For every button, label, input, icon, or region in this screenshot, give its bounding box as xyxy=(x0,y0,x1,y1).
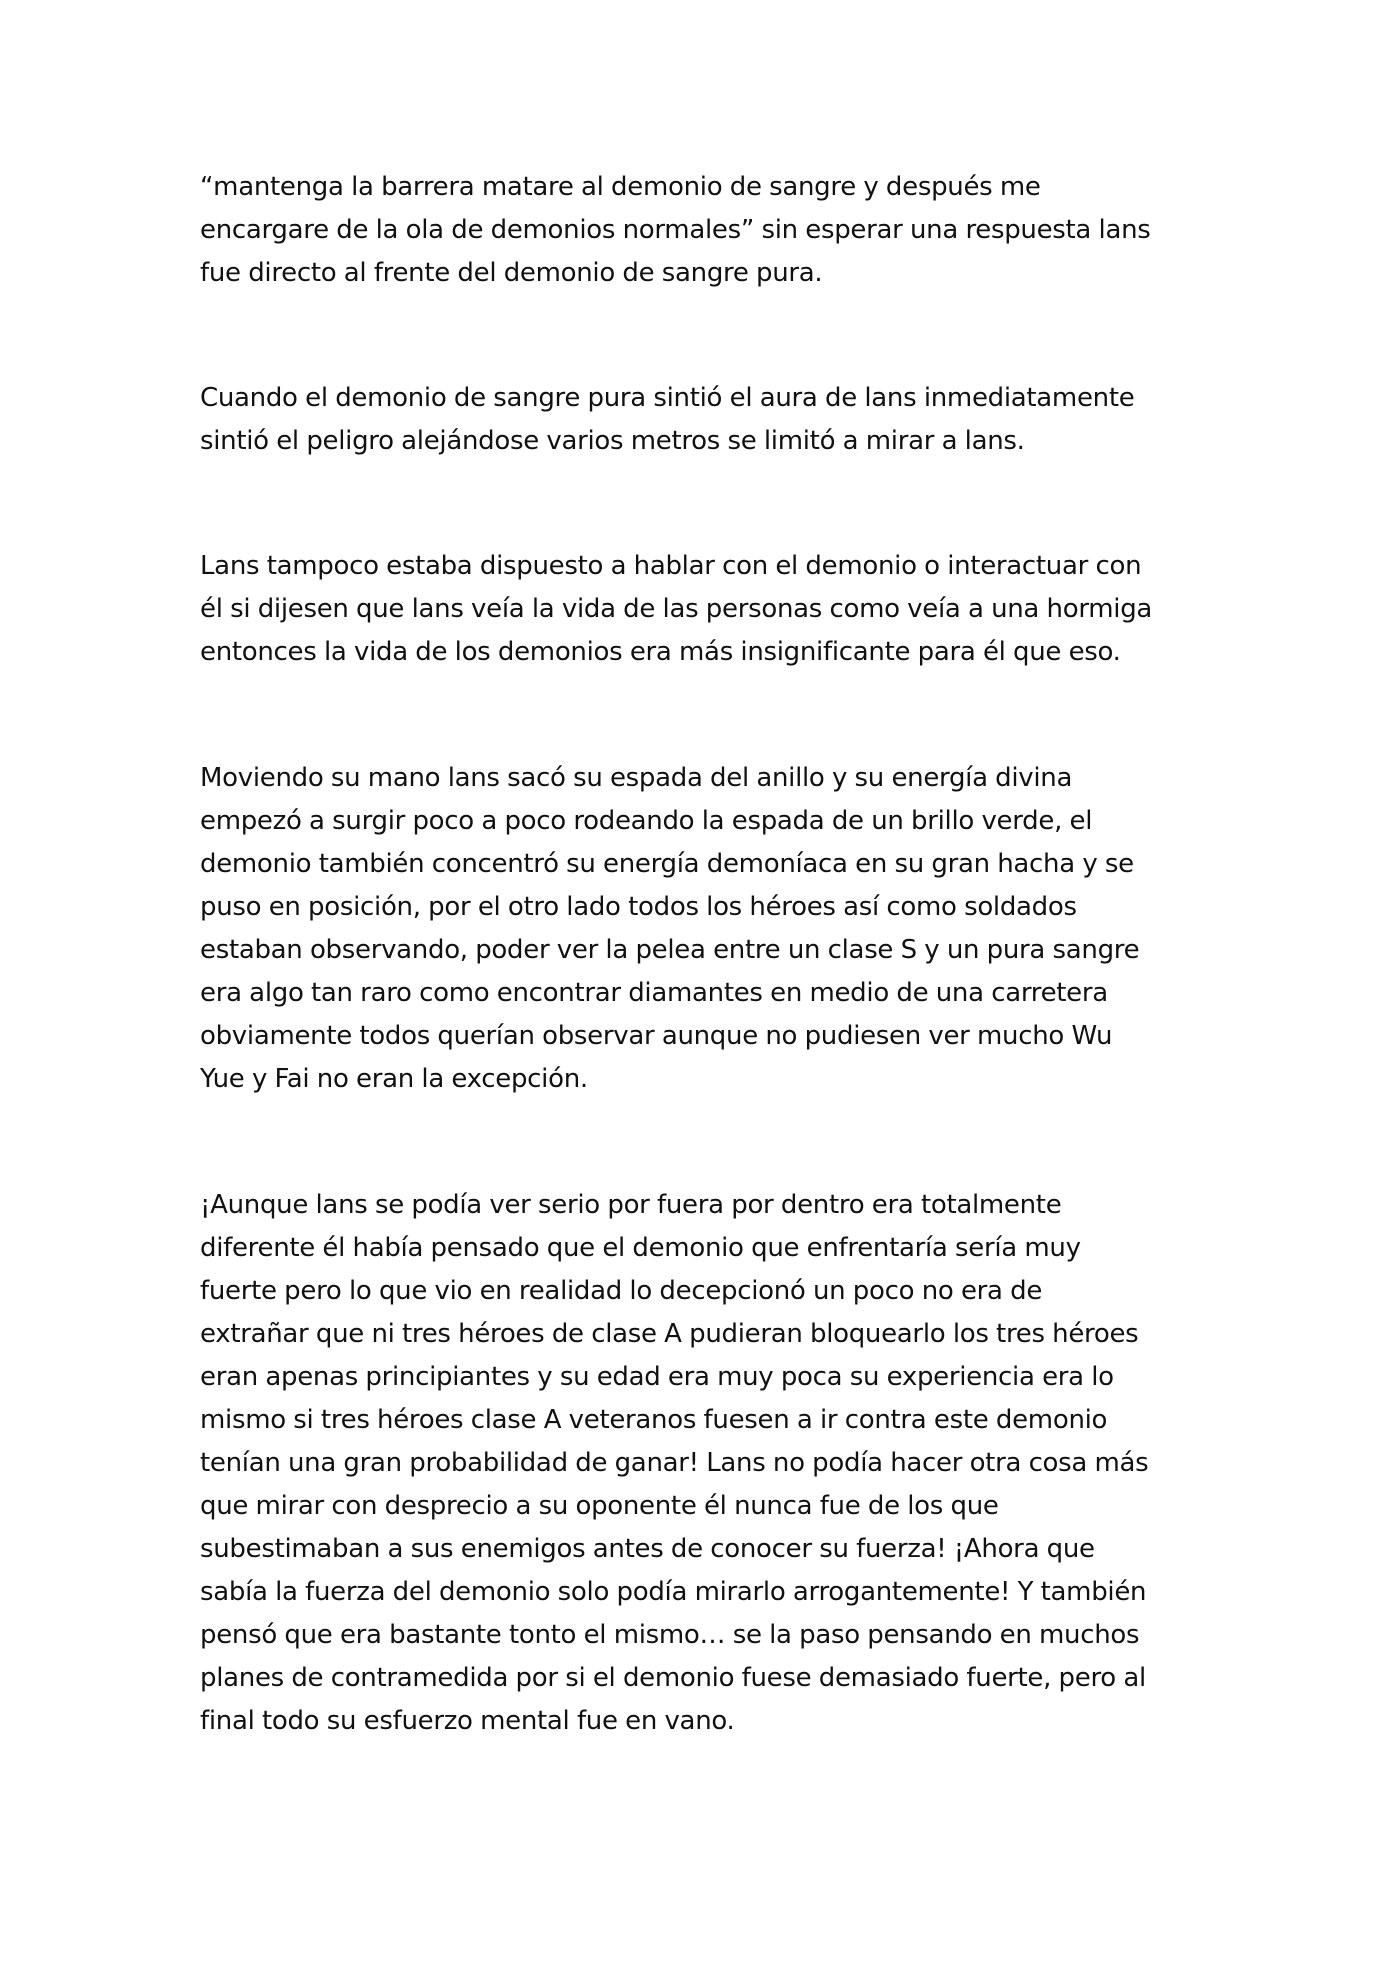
text-line: fue directo al frente del demonio de sangre pura. xyxy=(200,258,823,288)
text-line: eran apenas principiantes y su edad era muy poca su experiencia era lo xyxy=(200,1362,1114,1392)
text-line: empezó a surgir poco a poco rodeando la espada de un brillo verde, el xyxy=(200,806,1093,836)
paragraph-4 xyxy=(200,757,1210,1101)
text-line: tenían una gran probabilidad de ganar! Lans no podía hacer otra cosa más xyxy=(200,1448,1149,1478)
text-line: obviamente todos querían observar aunque no pudiesen ver mucho Wu xyxy=(200,1021,1113,1051)
text-line: ¡Aunque lans se podía ver serio por fuera por dentro era totalmente xyxy=(200,1190,1062,1220)
text-line: sabía la fuerza del demonio solo podía mirarlo arrogantemente! Y también xyxy=(200,1577,1147,1607)
text-line: demonio también concentró su energía demoníaca en su gran hacha y se xyxy=(200,849,1134,879)
text-line: final todo su esfuerzo mental fue en vano. xyxy=(200,1706,735,1736)
text-line: Moviendo su mano lans sacó su espada del anillo y su energía divina xyxy=(200,763,1073,793)
text-line: era algo tan raro como encontrar diamantes en medio de una carretera xyxy=(200,978,1108,1008)
text-line: Cuando el demonio de sangre pura sintió el aura de lans inmediatamente xyxy=(200,383,1135,413)
text-line: Lans tampoco estaba dispuesto a hablar con el demonio o interactuar con xyxy=(200,551,1142,581)
paragraph-2 xyxy=(200,377,1210,463)
text-line: subestimaban a sus enemigos antes de conocer su fuerza! ¡Ahora que xyxy=(200,1534,1095,1564)
text-line: él si dijesen que lans veía la vida de las personas como veía a una hormiga xyxy=(200,594,1153,624)
text-line: estaban observando, poder ver la pelea entre un clase S y un pura sangre xyxy=(200,935,1140,965)
text-line: sintió el peligro alejándose varios metros se limitó a mirar a lans. xyxy=(200,426,1025,456)
text-line: extrañar que ni tres héroes de clase A pudieran bloquearlo los tres héroes xyxy=(200,1319,1139,1349)
paragraph-5 xyxy=(200,1184,1210,1743)
text-line: Yue y Fai no eran la excepción. xyxy=(200,1064,588,1094)
text-line: planes de contramedida por si el demonio fuese demasiado fuerte, pero al xyxy=(200,1663,1146,1693)
text-line: “mantenga la barrera matare al demonio de sangre y después me xyxy=(200,172,1041,202)
text-line: diferente él había pensado que el demonio que enfrentaría sería muy xyxy=(200,1233,1081,1263)
paragraph-3 xyxy=(200,545,1210,674)
text-line: encargare de la ola de demonios normales” sin esperar una respuesta lans xyxy=(200,215,1151,245)
paragraph-1 xyxy=(200,166,1210,295)
text-line: fuerte pero lo que vio en realidad lo decepcionó un poco no era de xyxy=(200,1276,1043,1306)
text-line: entonces la vida de los demonios era más insignificante para él que eso. xyxy=(200,637,1121,667)
text-line: mismo si tres héroes clase A veteranos fuesen a ir contra este demonio xyxy=(200,1405,1108,1435)
text-line: puso en posición, por el otro lado todos los héroes así como soldados xyxy=(200,892,1077,922)
text-line: pensó que era bastante tonto el mismo… se la paso pensando en muchos xyxy=(200,1620,1140,1650)
text-line: que mirar con desprecio a su oponente él nunca fue de los que xyxy=(200,1491,999,1521)
